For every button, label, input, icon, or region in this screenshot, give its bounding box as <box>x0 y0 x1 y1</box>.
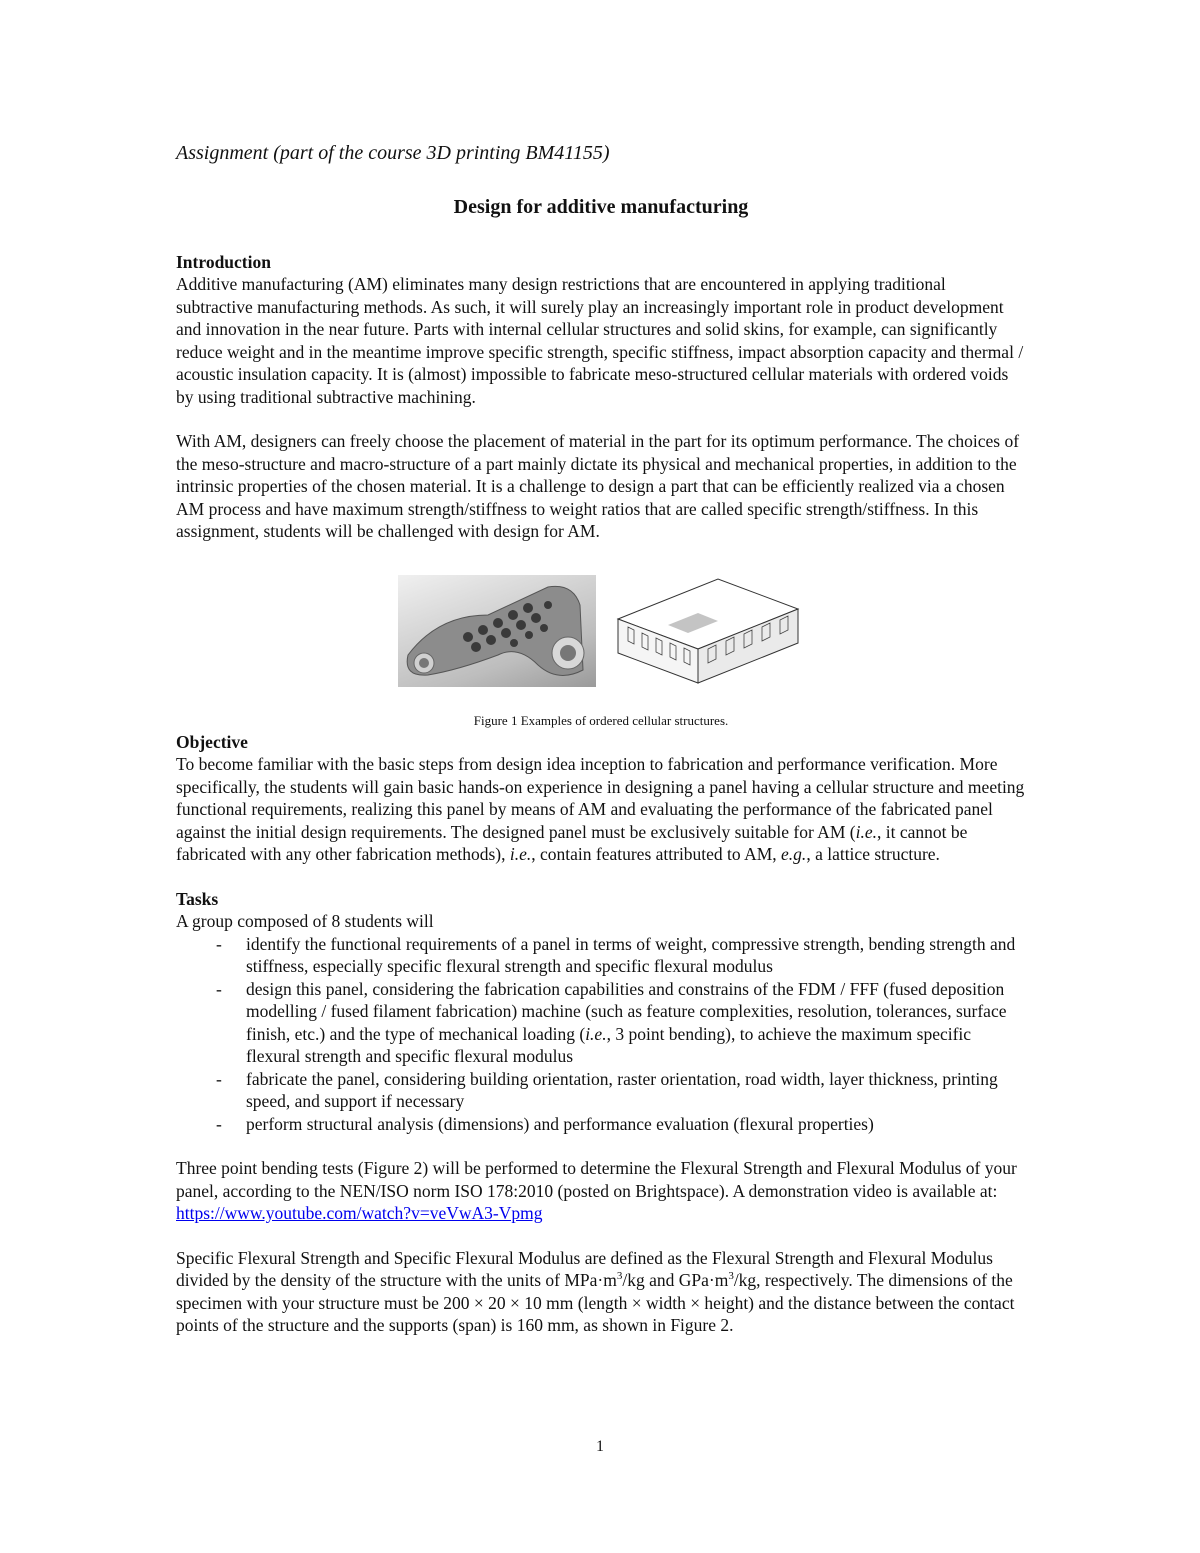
specific-properties-paragraph: Specific Flexural Strength and Specific Flexural Modulus are defined as the Flexural Strength and Flexural Modulus divided by the density of the structure with the units of $MPa\cdot m^3/kg$ and $GPa\cdot m^3/kg$, respectively. The dimensions of the specimen with your structure must be 200 × 20 × 10 mm (length × width × height) and the distance between the contact points of the structure and the supports (span) is 160 mm, as shown in Figure 2. <box>176 1247 1015 1335</box>
introduction-paragraph-2: With AM, designers can freely choose the placement of material in the part for its optimum performance. The choices of the meso-structure and macro-structure of a part mainly dictate its physical and mechanical properties, in addition to the intrinsic properties of the chosen material. It is a challenge to design a part that can be efficiently realized via a chosen AM process and have maximum strength/stiffness to weight ratios that are called specific strength/stiffness. In this assignment, students will be challenged with design for AM. <box>176 431 1020 541</box>
introduction-paragraph-1: Additive manufacturing (AM) eliminates many design restrictions that are encountered in applying traditional subtractive manufacturing methods. As such, it will surely play an increasingly important role in product development and innovation in the near future. Parts with internal cellular structures and solid skins, for example, can significantly reduce weight and in the meantime improve specific strength, specific stiffness, impact absorption capacity and thermal / acoustic insulation capacity. It is (almost) impossible to fabricate meso-structured cellular materials with ordered voids by using traditional subtractive machining. <box>176 274 1024 407</box>
tasks-heading: Tasks <box>176 888 219 909</box>
page-number: 1 <box>596 1438 604 1455</box>
document-page <box>176 140 1026 1337</box>
honeycomb-sandwich-image <box>608 575 804 691</box>
list-item: - identify the functional requirements of a panel in terms of weight, compressive strength, bending strength and stiffness, especially specific flexural strength and specific flexural modulus <box>216 933 1026 978</box>
bending-test-paragraph: Three point bending tests (Figure 2) will be performed to determine the Flexural Strength and Flexural Modulus of your panel, according to the NEN/ISO norm ISO 178:2010 (posted on Brightspace). A demonstration video is available at: https://www.youtube.com/watch?v=veVwA3-Vpmg <box>176 1158 1017 1223</box>
demo-video-link[interactable]: https://www.youtube.com/watch?v=veVwA3-Vpmg <box>176 1203 543 1223</box>
introduction-heading: Introduction <box>176 251 271 272</box>
list-item: - design this panel, considering the fabrication capabilities and constrains of the FDM / FFF (fused deposition modelling / fused filament fabrication) machine (such as feature complexities, resolution, tolerances, surface finish, etc.) and the type of mechanical loading (i.e., 3 point bending), to achieve the maximum specific flexural strength and specific flexural modulus <box>216 978 1026 1068</box>
figure-1 <box>176 575 1026 691</box>
tasks-list <box>176 933 1026 1136</box>
list-item: - perform structural analysis (dimensions) and performance evaluation (flexural properties) <box>216 1113 1026 1136</box>
lattice-bracket-image <box>398 575 596 687</box>
objective-heading: Objective <box>176 731 248 752</box>
document-title: Design for additive manufacturing <box>453 196 749 218</box>
figure-1-caption: Figure 1 Examples of ordered cellular structures. <box>473 712 729 728</box>
assignment-header: Assignment (part of the course 3D printing BM41155) <box>176 142 610 164</box>
objective-paragraph: To become familiar with the basic steps from design idea inception to fabrication and performance verification. More specifically, the students will gain basic hands-on experience in designing a panel having a cellular structure and meeting functional requirements, realizing this panel by means of AM and evaluating the performance of the fabricated panel against the initial design requirements. The designed panel must be exclusively suitable for AM (i.e., it cannot be fabricated with any other fabrication methods), i.e., contain features attributed to AM, e.g., a lattice structure. <box>176 754 1025 864</box>
tasks-lead: A group composed of 8 students will <box>176 911 434 931</box>
list-item: - fabricate the panel, considering building orientation, raster orientation, road width, layer thickness, printing speed, and support if necessary <box>216 1068 1026 1113</box>
